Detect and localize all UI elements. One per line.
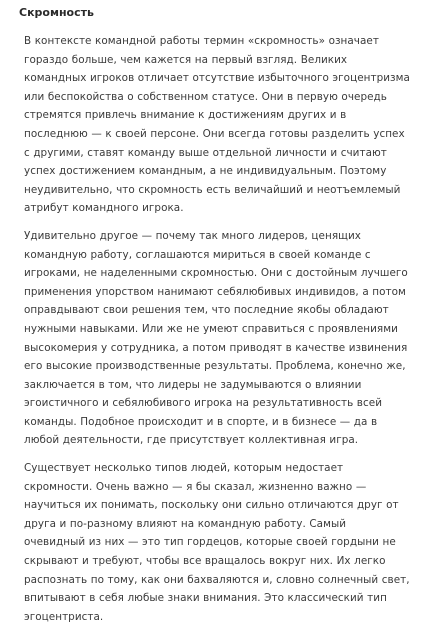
paragraph-3: Существует несколько типов людей, которым недостает скромности. Очень важно — я бы сказал, жизненно важно — научиться их понимать, поскольку они сильно отличаются друг от друга и по-разному влияют на командную работу. Самый очевидный из них — это тип гордецов, которые своей гордыни не скрывают и требуют, чтобы все вращалось вокруг них. Их легко распознать по тому, как они бахваляются и, словно солнечный свет, впитывают в себя любые знаки внимания. Это классический тип эгоцентриста.	[24, 462, 410, 623]
paragraph-1: В контексте командной работы термин «скромность» означает гораздо больше, чем кажется на первый взгляд. Великих командных игроков отличает отсутствие избыточного эгоцентризма или беспокойства о собственном статусе. Они в первую очередь стремятся привлечь внимание к достижениям других и в последнюю — к своей персоне. Они всегда готовы разделить успех с другими, ставят команду выше отдельной личности и считают успех достижением командным, а не индивидуальным. Поэтому неудивительно, что скромность есть величайший и неотъемлемый атрибут командного игрока.	[24, 35, 410, 215]
paragraph-2: Удивительно другое — почему так много лидеров, ценящих командную работу, соглашаются мириться в своей команде с игроками, не наделенными скромностью. Они с достойным лучшего применения упорством нанимают себялюбивых индивидов, а потом оправдывают свои решения тем, что последние якобы обладают нужными навыками. Или же не умеют справиться с проявлениями высокомерия у сотрудника, а потом приводят в качестве извинения его высокие производственные результаты. Проблема, конечно же, заключается в том, что лидеры не задумываются о влиянии эгоистичного и себялюбивого игрока на результативность всей команды. Подобное происходит и в спорте, и в бизнесе — да в любой деятельности, где присутствует коллективная игра.	[24, 229, 408, 447]
section-title: Скромность	[19, 6, 94, 19]
